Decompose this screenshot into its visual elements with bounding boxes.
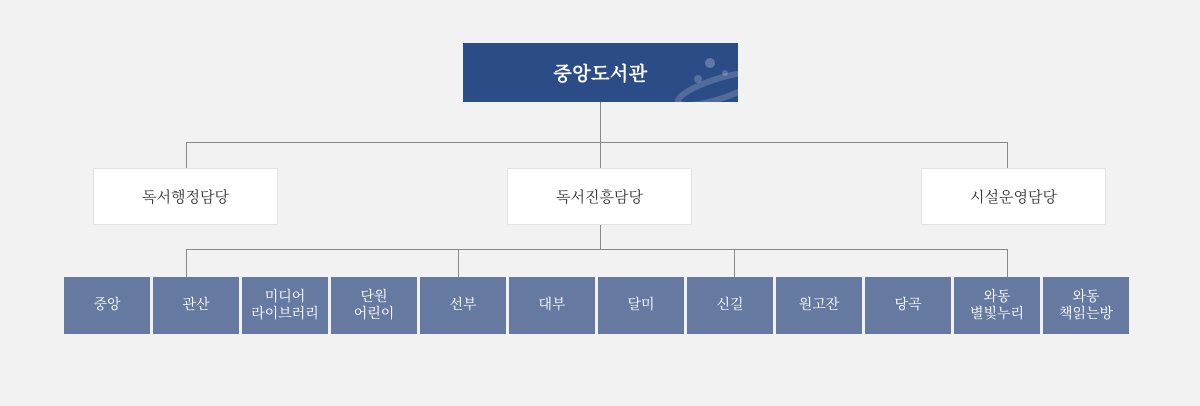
branch-label: 선부 [449, 297, 477, 313]
central-library-box[interactable] [463, 43, 738, 102]
dept-facility-operations[interactable] [921, 168, 1106, 225]
branch-label: 당곡 [894, 297, 922, 313]
central-library-label: 중앙도서관 [553, 63, 648, 85]
dept-label: 독서진흥담당 [556, 188, 643, 206]
branch-jungang[interactable] [64, 277, 150, 334]
dept-label: 독서행정담당 [142, 188, 229, 206]
branch-label-line2: 별빛누리 [969, 305, 1025, 322]
branch-label: 대부 [538, 297, 566, 313]
branch-wadong-byeolbit[interactable] [954, 277, 1040, 334]
branch-gwansan[interactable] [153, 277, 239, 334]
dept-library-admin[interactable] [93, 168, 278, 225]
branch-label-line1: 와동 [1072, 288, 1100, 305]
decorative-orbit-icon [668, 43, 738, 102]
branch-label: 달미 [627, 297, 655, 313]
branch-danggok[interactable] [865, 277, 951, 334]
branch-media-library[interactable] [242, 277, 328, 334]
branch-label: 관산 [182, 297, 210, 313]
dept-reading-promotion[interactable] [507, 168, 692, 225]
branch-danwon-children[interactable] [331, 277, 417, 334]
branch-label-line2: 어린이 [353, 305, 395, 322]
branch-singil[interactable] [687, 277, 773, 334]
branch-label: 원고잔 [798, 297, 840, 313]
branch-wadong-reading-room[interactable] [1043, 277, 1129, 334]
branch-label-line1: 단원 [360, 288, 388, 305]
branch-wongojan[interactable] [776, 277, 862, 334]
branch-label-line1: 미디어 [264, 288, 306, 305]
branch-seonbu[interactable] [420, 277, 506, 334]
branch-daebu[interactable] [509, 277, 595, 334]
dept-label: 시설운영담당 [970, 188, 1057, 206]
branch-label: 중앙 [93, 297, 121, 313]
branch-label-line2: 라이브러리 [251, 305, 319, 322]
branch-label: 신길 [716, 297, 744, 313]
branch-dalmi[interactable] [598, 277, 684, 334]
branch-label-line1: 와동 [983, 288, 1011, 305]
branch-label-line2: 책읽는방 [1058, 305, 1114, 322]
